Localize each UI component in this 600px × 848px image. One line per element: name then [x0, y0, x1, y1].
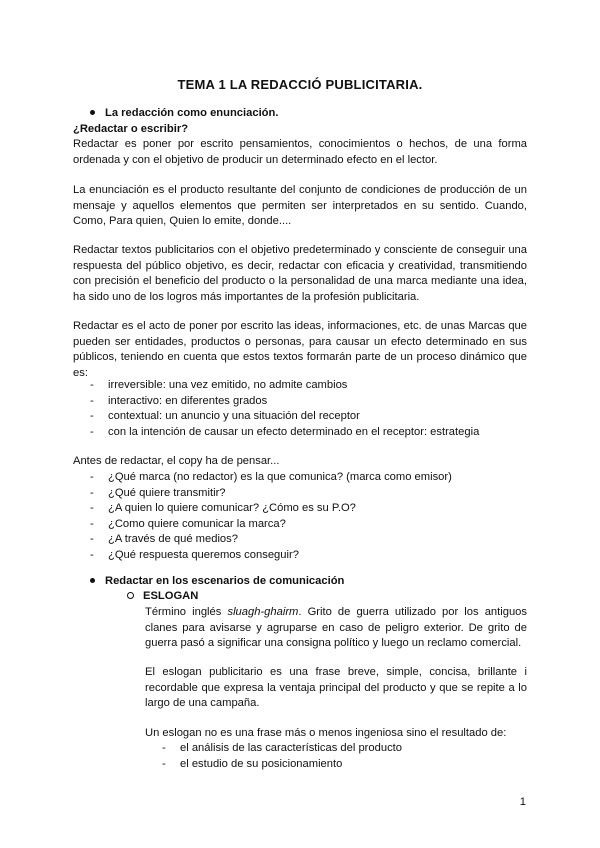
bullet-dot-icon — [90, 578, 95, 583]
list-item: - ¿Como quiere comunicar la marca? — [90, 517, 452, 533]
paragraph-eslogan-resultado: Un eslogan no es una frase más o menos ingeniosa sino el resultado de: — [145, 727, 507, 739]
list-eslogan — [162, 741, 402, 772]
paragraph-acto-redactar: Redactar es el acto de poner por escrito las ideas, informaciones, etc. de unas Marcas que pueden ser entidades, productos o personas, para causar un efecto determinado en sus públicos, teniendo en cuenta que estos textos formarán parte de un proceso dinámico que es: — [73, 320, 527, 379]
term-italic: sluagh-ghairm — [227, 606, 299, 618]
subsection-eslogan — [127, 589, 198, 605]
paragraph-text: Término inglés — [145, 606, 228, 618]
list-item: - ¿Qué quiere transmitir? — [90, 486, 452, 502]
section-heading-escenarios — [90, 574, 344, 590]
list-item: - ¿Qué marca (no redactor) es la que comunica? (marca como emisor) — [90, 470, 452, 486]
paragraph-text: . Grito de guerra utilizado por los antiguos clanes para avisarse y agruparse en caso de peligro exterior. De grito de guerra pasó a significar una consigna político y luego un reclamo comercial. — [145, 606, 527, 650]
subsection-heading-text: ESLOGAN — [143, 590, 199, 602]
list-item: - interactivo: en diferentes grados — [90, 394, 479, 410]
paragraph-eslogan-definicion: El eslogan publicitario es una frase breve, simple, concisa, brillante i recordable que expresa la ventaja principal del producto y que se repite a lo largo de una campaña. — [145, 666, 527, 710]
subheading-question: ¿Redactar o escribir? — [73, 123, 189, 135]
section-heading-enunciacion — [90, 106, 278, 122]
paragraph-textos-publicitarios: Redactar textos publicitarios con el objetivo predeterminado y consciente de conseguir una respuesta del público objetivo, es decir, redactar con eficacia y creatividad, transmitiendo con precisión el beneficio del producto o la personalidad de una marca mediante una idea, ha sido uno de los logros más importantes de la profesión publicitaria. — [73, 244, 527, 303]
list-item: - con la intención de causar un efecto determinado en el receptor: estrategia — [90, 425, 479, 441]
list-item: - contextual: un anuncio y una situación del receptor — [90, 409, 479, 425]
paragraph-enunciacion: La enunciación es el producto resultante del conjunto de condiciones de producción de un mensaje y aquellos elementos que permiten ser interpretados en su sentido. Cuando, Como, Para quien, Quien lo emite, donde.... — [73, 184, 527, 228]
page-title: TEMA 1 LA REDACCIÓ PUBLICITARIA. — [177, 77, 423, 92]
list-item: - ¿A través de qué medios? — [90, 532, 452, 548]
list-preguntas — [90, 470, 452, 564]
paragraph-antes-redactar: Antes de redactar, el copy ha de pensar... — [73, 455, 280, 467]
list-item: - el análisis de las características del producto — [162, 741, 402, 757]
section-heading-text: Redactar en los escenarios de comunicación — [105, 575, 345, 587]
page-number: 1 — [519, 796, 526, 808]
list-item: - irreversible: una vez emitido, no admite cambios — [90, 378, 479, 394]
section-heading-text: La redacción como enunciación. — [105, 107, 279, 119]
list-item: - ¿A quien lo quiere comunicar? ¿Cómo es su P.O? — [90, 501, 452, 517]
bullet-circle-icon — [127, 592, 134, 599]
bullet-dot-icon — [90, 110, 95, 115]
paragraph-redactar: Redactar es poner por escrito pensamientos, conocimientos o hechos, de una forma ordenada y con el objetivo de producir un determinado efecto en el lector. — [73, 138, 527, 166]
list-item: - el estudio de su posicionamiento — [162, 757, 402, 773]
list-item: - ¿Qué respuesta queremos conseguir? — [90, 548, 452, 564]
list-proceso — [90, 378, 479, 440]
paragraph-termino — [145, 605, 527, 652]
